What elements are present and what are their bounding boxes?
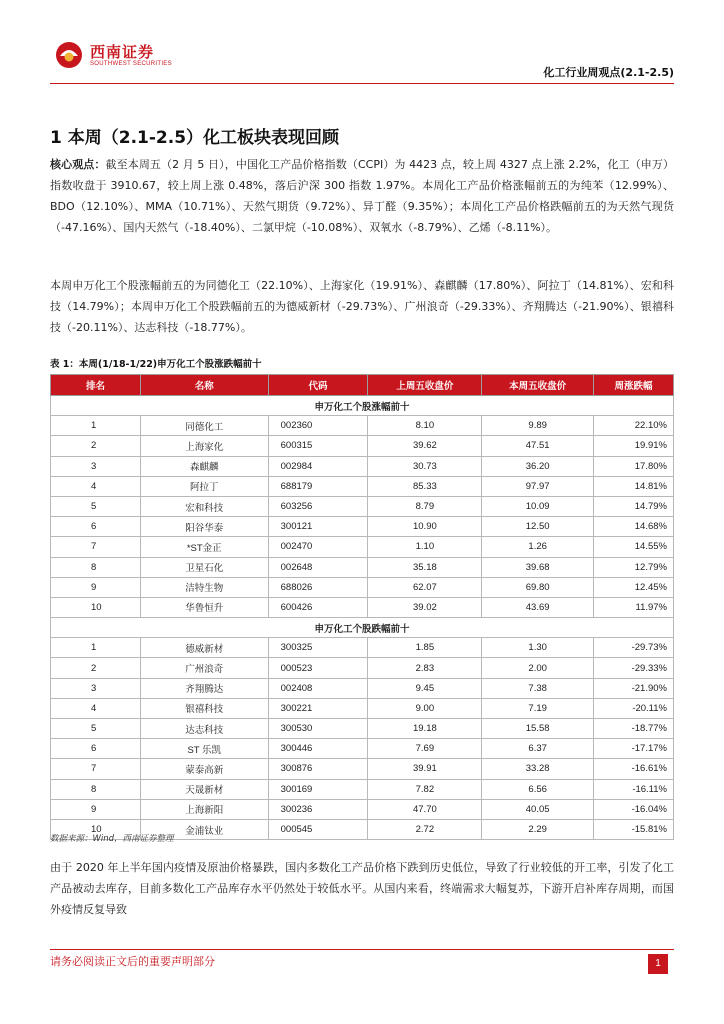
cell-name: 德威新材: [140, 638, 268, 658]
cell-this-close: 9.89: [482, 416, 594, 436]
cell-this-close: 6.56: [482, 779, 594, 799]
cell-name: 卫星石化: [140, 557, 268, 577]
header-code: 代码: [268, 375, 368, 396]
cell-rank: 10: [51, 597, 141, 617]
table-caption: 表 1：本周(1/18-1/22)申万化工个股涨跌幅前十: [50, 359, 262, 370]
cell-this-close: 97.97: [482, 476, 594, 496]
cell-code: 002648: [268, 557, 368, 577]
cell-this-close: 2.00: [482, 658, 594, 678]
cell-change: -20.11%: [594, 698, 674, 718]
cell-code: 300530: [268, 719, 368, 739]
group-row-losers: [51, 618, 674, 638]
cell-rank: 3: [51, 456, 141, 476]
group-row-losers-label: 申万化工个股跌幅前十: [51, 618, 674, 638]
cell-name: 上海新阳: [140, 799, 268, 819]
cell-code: 300446: [268, 739, 368, 759]
cell-this-close: 10.09: [482, 496, 594, 516]
cell-code: 600315: [268, 436, 368, 456]
table-row: [51, 456, 674, 476]
cell-last-close: 35.18: [368, 557, 482, 577]
cell-rank: 6: [51, 517, 141, 537]
cell-code: 002360: [268, 416, 368, 436]
table-row: [51, 496, 674, 516]
cell-name: 天晟新材: [140, 779, 268, 799]
table-row: [51, 416, 674, 436]
page-header: [50, 38, 674, 84]
cell-name: 阿拉丁: [140, 476, 268, 496]
cell-last-close: 2.72: [368, 819, 482, 839]
cell-last-close: 8.10: [368, 416, 482, 436]
cell-this-close: 69.80: [482, 577, 594, 597]
cell-last-close: 2.83: [368, 658, 482, 678]
cell-change: -16.04%: [594, 799, 674, 819]
header-rank: 排名: [51, 375, 141, 396]
cell-change: -21.90%: [594, 678, 674, 698]
cell-this-close: 40.05: [482, 799, 594, 819]
cell-this-close: 7.19: [482, 698, 594, 718]
cell-rank: 1: [51, 416, 141, 436]
footer-disclaimer: 请务必阅读正文后的重要声明部分: [50, 955, 215, 968]
cell-last-close: 39.02: [368, 597, 482, 617]
footer-divider: [50, 949, 674, 950]
stock-movers-paragraph: 本周申万化工个股涨幅前五的为同德化工（22.10%）、上海家化（19.91%）、森麒麟（17.80%）、阿拉丁（14.81%）、宏和科技（14.79%）；本周申万化工个股跌幅前五的为德威新材（-29.73%）、广州浪奇（-29.33%）、齐翔腾达（-21.90%）、银禧科技（-20.11%）、达志科技（-18.77%）。: [50, 279, 674, 334]
cell-code: 600426: [268, 597, 368, 617]
cell-rank: 4: [51, 698, 141, 718]
cell-code: 688026: [268, 577, 368, 597]
cell-change: -17.17%: [594, 739, 674, 759]
header-weekly-change: 周涨跌幅: [594, 375, 674, 396]
cell-rank: 8: [51, 779, 141, 799]
cell-code: 300325: [268, 638, 368, 658]
table-row: [51, 698, 674, 718]
cell-last-close: 10.90: [368, 517, 482, 537]
core-view-label: 核心观点：: [50, 158, 106, 171]
cell-change: -29.73%: [594, 638, 674, 658]
logo-english-name: SOUTHWEST SECURITIES: [90, 61, 172, 67]
cell-this-close: 7.38: [482, 678, 594, 698]
cell-rank: 10: [51, 819, 141, 839]
analysis-paragraph: 由于 2020 年上半年国内疫情及原油价格暴跌，国内多数化工产品价格下跌到历史低位，导致了行业较低的开工率，引发了化工产品被动去库存，目前多数化工产品库存水平仍然处于较低水平。从国内来看，终端需求大幅复苏，下游开启补库存周期，而国外疫情反复导致: [50, 861, 674, 916]
cell-last-close: 8.79: [368, 496, 482, 516]
cell-name: 洁特生物: [140, 577, 268, 597]
cell-this-close: 33.28: [482, 759, 594, 779]
cell-rank: 7: [51, 759, 141, 779]
table-row: [51, 678, 674, 698]
cell-last-close: 7.69: [368, 739, 482, 759]
logo-chinese-name: 西南证券: [90, 43, 155, 61]
cell-last-close: 9.00: [368, 698, 482, 718]
cell-name: 达志科技: [140, 719, 268, 739]
cell-code: 300169: [268, 779, 368, 799]
cell-name: 阳谷华泰: [140, 517, 268, 537]
table-row: [51, 638, 674, 658]
cell-change: -16.11%: [594, 779, 674, 799]
cell-last-close: 9.45: [368, 678, 482, 698]
cell-code: 000523: [268, 658, 368, 678]
table-row: [51, 779, 674, 799]
cell-last-close: 39.62: [368, 436, 482, 456]
core-view-text: 截至本周五（2 月 5 日），中国化工产品价格指数（CCPI）为 4423 点，较上周 4327 点上涨 2.2%，化工（申万）指数收盘于 3910.67，较上周上涨 0.48%，落后沪深 300 指数 1.97%。本周化工产品价格涨幅前五的为纯苯（12.99%）、BDO（12.10%）、MMA（10.71%）、天然气期货（9.72%）、异丁醛（9.35%）；本周化工产品价格跌幅前五的为天然气现货（-47.16%）、国内天然气（-18.40%）、二氯甲烷（-10.08%）、双氧水（-8.79%）、乙烯（-8.11%）。: [50, 158, 674, 234]
table-header-row: [51, 375, 674, 396]
cell-name: 金浦钛业: [140, 819, 268, 839]
cell-change: 14.79%: [594, 496, 674, 516]
cell-rank: 2: [51, 658, 141, 678]
cell-rank: 5: [51, 496, 141, 516]
cell-change: 12.45%: [594, 577, 674, 597]
cell-this-close: 43.69: [482, 597, 594, 617]
cell-change: 22.10%: [594, 416, 674, 436]
cell-name: 上海家化: [140, 436, 268, 456]
cell-code: 300236: [268, 799, 368, 819]
table-row: [51, 739, 674, 759]
cell-this-close: 2.29: [482, 819, 594, 839]
cell-this-close: 47.51: [482, 436, 594, 456]
table-row: [51, 799, 674, 819]
table-row: [51, 759, 674, 779]
cell-rank: 4: [51, 476, 141, 496]
cell-name: 广州浪奇: [140, 658, 268, 678]
cell-last-close: 30.73: [368, 456, 482, 476]
table-row: [51, 436, 674, 456]
cell-this-close: 15.58: [482, 719, 594, 739]
cell-name: 银禧科技: [140, 698, 268, 718]
header-divider: [50, 83, 674, 84]
cell-code: 000545: [268, 819, 368, 839]
cell-last-close: 19.18: [368, 719, 482, 739]
cell-change: 12.79%: [594, 557, 674, 577]
cell-code: 300876: [268, 759, 368, 779]
cell-this-close: 6.37: [482, 739, 594, 759]
table-row: [51, 658, 674, 678]
cell-last-close: 39.91: [368, 759, 482, 779]
cell-code: 300221: [268, 698, 368, 718]
cell-this-close: 39.68: [482, 557, 594, 577]
header-this-close: 本周五收盘价: [482, 375, 594, 396]
cell-this-close: 36.20: [482, 456, 594, 476]
cell-change: -15.81%: [594, 819, 674, 839]
cell-last-close: 47.70: [368, 799, 482, 819]
company-logo: [50, 38, 210, 78]
header-name: 名称: [140, 375, 268, 396]
cell-code: 603256: [268, 496, 368, 516]
cell-last-close: 1.10: [368, 537, 482, 557]
table-row: [51, 719, 674, 739]
cell-this-close: 1.26: [482, 537, 594, 557]
cell-change: 14.55%: [594, 537, 674, 557]
group-row-gainers-label: 申万化工个股涨幅前十: [51, 396, 674, 416]
cell-name: 齐翔腾达: [140, 678, 268, 698]
cell-rank: 2: [51, 436, 141, 456]
cell-change: -16.61%: [594, 759, 674, 779]
cell-last-close: 7.82: [368, 779, 482, 799]
cell-change: -29.33%: [594, 658, 674, 678]
cell-change: -18.77%: [594, 719, 674, 739]
cell-rank: 7: [51, 537, 141, 557]
group-row-gainers: [51, 396, 674, 416]
cell-code: 002984: [268, 456, 368, 476]
cell-name: 华鲁恒升: [140, 597, 268, 617]
cell-name: ST 乐凯: [140, 739, 268, 759]
cell-name: *ST金正: [140, 537, 268, 557]
cell-change: 11.97%: [594, 597, 674, 617]
cell-rank: 3: [51, 678, 141, 698]
cell-last-close: 1.85: [368, 638, 482, 658]
cell-change: 17.80%: [594, 456, 674, 476]
cell-change: 14.81%: [594, 476, 674, 496]
table-row: [51, 577, 674, 597]
stock-ranking-table: [50, 374, 674, 840]
cell-this-close: 12.50: [482, 517, 594, 537]
core-view-paragraph: [50, 154, 674, 238]
header-last-close: 上周五收盘价: [368, 375, 482, 396]
cell-code: 002470: [268, 537, 368, 557]
cell-name: 森麒麟: [140, 456, 268, 476]
table-row: [51, 537, 674, 557]
table-body: [51, 396, 674, 840]
cell-rank: 9: [51, 577, 141, 597]
cell-code: 688179: [268, 476, 368, 496]
cell-rank: 5: [51, 719, 141, 739]
cell-code: 300121: [268, 517, 368, 537]
logo-emblem-icon: [54, 40, 84, 70]
cell-this-close: 1.30: [482, 638, 594, 658]
section-title: 1 本周（2.1-2.5）化工板块表现回顾: [50, 128, 340, 148]
data-source-note: 数据来源：Wind，西南证券整理: [50, 834, 174, 844]
table-row: [51, 476, 674, 496]
table-row: [51, 597, 674, 617]
report-header-title: 化工行业周观点(2.1-2.5): [543, 66, 674, 79]
cell-rank: 6: [51, 739, 141, 759]
cell-last-close: 85.33: [368, 476, 482, 496]
cell-rank: 1: [51, 638, 141, 658]
table-row: [51, 557, 674, 577]
cell-change: 19.91%: [594, 436, 674, 456]
cell-change: 14.68%: [594, 517, 674, 537]
cell-last-close: 62.07: [368, 577, 482, 597]
page-number: 1: [648, 954, 668, 974]
table-row: [51, 517, 674, 537]
cell-name: 蒙泰高新: [140, 759, 268, 779]
cell-rank: 8: [51, 557, 141, 577]
cell-code: 002408: [268, 678, 368, 698]
cell-name: 同德化工: [140, 416, 268, 436]
cell-rank: 9: [51, 799, 141, 819]
cell-name: 宏和科技: [140, 496, 268, 516]
